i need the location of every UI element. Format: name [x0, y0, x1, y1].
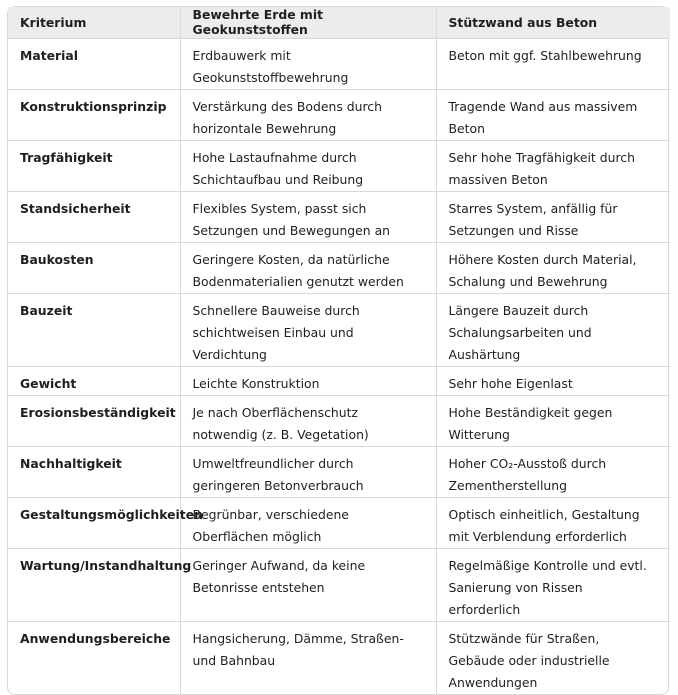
cell-stuetzwand-beton: Sehr hohe Eigenlast — [436, 366, 670, 395]
cell-bewehrte-erde: Hangsicherung, Dämme, Straßen- und Bahnbau — [180, 621, 436, 694]
cell-kriterium: Standsicherheit — [8, 191, 180, 242]
header-kriterium: Kriterium — [8, 7, 180, 38]
table-row — [8, 89, 670, 140]
cell-bewehrte-erde: Geringer Aufwand, da keine Betonrisse entstehen — [180, 548, 436, 621]
cell-bewehrte-erde: Geringere Kosten, da natürliche Bodenmaterialien genutzt werden — [180, 242, 436, 293]
table-row — [8, 366, 670, 395]
table-row — [8, 395, 670, 446]
cell-stuetzwand-beton: Hoher CO₂-Ausstoß durch Zementherstellung — [436, 446, 670, 497]
cell-kriterium: Wartung/Instandhaltung — [8, 548, 180, 621]
header-stuetzwand-beton: Stützwand aus Beton — [436, 7, 670, 38]
cell-stuetzwand-beton: Tragende Wand aus massivem Beton — [436, 89, 670, 140]
table-header-row — [8, 7, 670, 38]
cell-bewehrte-erde: Begrünbar, verschiedene Oberflächen möglich — [180, 497, 436, 548]
table-row — [8, 191, 670, 242]
cell-stuetzwand-beton: Beton mit ggf. Stahlbewehrung — [436, 38, 670, 89]
cell-bewehrte-erde: Umweltfreundlicher durch geringeren Betonverbrauch — [180, 446, 436, 497]
cell-stuetzwand-beton: Hohe Beständigkeit gegen Witterung — [436, 395, 670, 446]
cell-stuetzwand-beton: Starres System, anfällig für Setzungen und Risse — [436, 191, 670, 242]
cell-stuetzwand-beton: Optisch einheitlich, Gestaltung mit Verblendung erforderlich — [436, 497, 670, 548]
cell-kriterium: Baukosten — [8, 242, 180, 293]
cell-bewehrte-erde: Verstärkung des Bodens durch horizontale Bewehrung — [180, 89, 436, 140]
cell-bewehrte-erde: Schnellere Bauweise durch schichtweisen Einbau und Verdichtung — [180, 293, 436, 366]
table-row — [8, 548, 670, 621]
table-row — [8, 242, 670, 293]
comparison-table-container — [7, 6, 669, 695]
cell-stuetzwand-beton: Höhere Kosten durch Material, Schalung und Bewehrung — [436, 242, 670, 293]
cell-bewehrte-erde: Leichte Konstruktion — [180, 366, 436, 395]
comparison-table — [8, 7, 670, 694]
cell-bewehrte-erde: Hohe Lastaufnahme durch Schichtaufbau und Reibung — [180, 140, 436, 191]
cell-kriterium: Bauzeit — [8, 293, 180, 366]
cell-stuetzwand-beton: Regelmäßige Kontrolle und evtl. Sanierung von Rissen erforderlich — [436, 548, 670, 621]
cell-kriterium: Material — [8, 38, 180, 89]
cell-kriterium: Gewicht — [8, 366, 180, 395]
header-bewehrte-erde: Bewehrte Erde mit Geokunststoffen — [180, 7, 436, 38]
cell-kriterium: Nachhaltigkeit — [8, 446, 180, 497]
cell-stuetzwand-beton: Stützwände für Straßen, Gebäude oder industrielle Anwendungen — [448, 630, 610, 690]
cell-kriterium: Gestaltungsmöglichkeiten — [8, 497, 180, 548]
table-row — [8, 621, 670, 694]
cell-stuetzwand-beton: Sehr hohe Tragfähigkeit durch massiven Beton — [436, 140, 670, 191]
cell-stuetzwand-beton: Längere Bauzeit durch Schalungsarbeiten und Aushärtung — [436, 293, 670, 366]
cell-bewehrte-erde: Flexibles System, passt sich Setzungen und Bewegungen an — [180, 191, 436, 242]
table-row — [8, 38, 670, 89]
table-row — [8, 293, 670, 366]
table-row — [8, 446, 670, 497]
table-row — [8, 497, 670, 548]
cell-kriterium: Erosionsbeständigkeit — [8, 395, 180, 446]
cell-bewehrte-erde: Je nach Oberflächenschutz notwendig (z. B. Vegetation) — [180, 395, 436, 446]
cell-kriterium: Tragfähigkeit — [8, 140, 180, 191]
cell-bewehrte-erde: Erdbauwerk mit Geokunststoffbewehrung — [180, 38, 436, 89]
table-row — [8, 140, 670, 191]
cell-kriterium: Konstruktionsprinzip — [8, 89, 180, 140]
cell-kriterium: Anwendungsbereiche — [8, 621, 180, 694]
